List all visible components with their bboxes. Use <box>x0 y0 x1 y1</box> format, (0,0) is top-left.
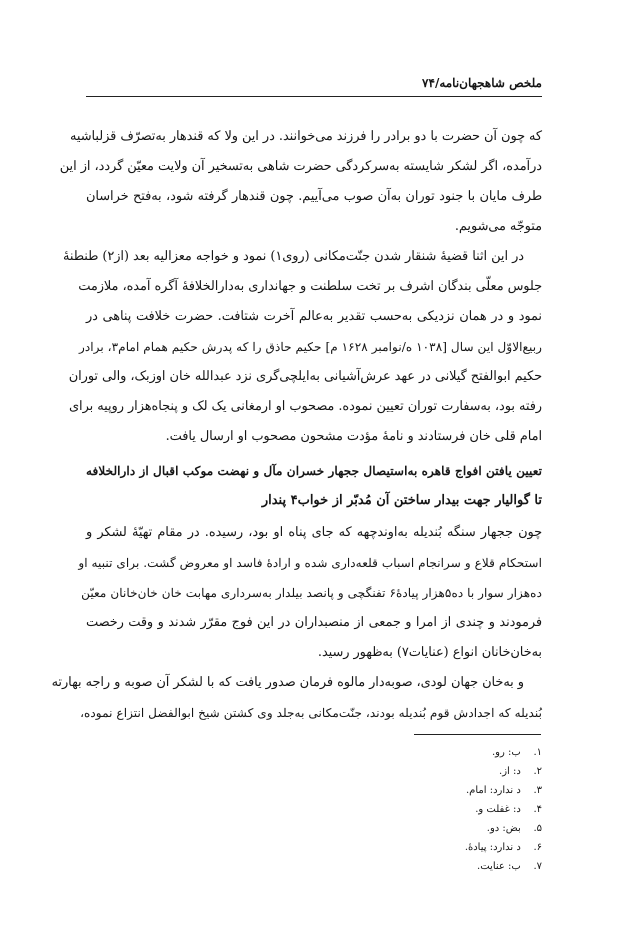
footnote-number: ۳. <box>533 785 542 796</box>
body-line: که چون آن حضرت با دو برادر را فرزند می‌خوانند. در این ولا که قندهار به‌تصرّف قزلباشیه <box>70 129 542 144</box>
footnote <box>322 858 542 876</box>
footnote-text: د ندارد: امام. <box>465 785 521 796</box>
body-line: ده‌هزار سوار با ده۵هزار پیادهٔ۶ تفنگچی و پانصد بیلدار به‌سرداری مهابت خان خان‌خانان معیّن <box>81 586 542 600</box>
body-line: بُندیله که اجدادش قوم بُندیله بودند، جنّت‌مکانی به‌جلد وی کشتن شیخ ابوالفضل انتزاع نموده، <box>80 706 542 720</box>
footnote-number: ۶. <box>533 842 542 853</box>
footnote-text: د: غفلت و. <box>475 804 521 815</box>
footnote-number: ۲. <box>533 766 542 777</box>
body-line: به‌خان‌خانان انواع (عنایات۷) به‌ظهور رسید. <box>317 645 542 660</box>
body-line: ربیع‌الاوّل این سال [۱۰۳۸ ه/نوامبر ۱۶۲۸ م] حکیم حاذق را که پدرش حکیم همام امام۳، برادر <box>78 340 542 354</box>
running-header-title: ملخص شاهجهان‌نامه/۷۴ <box>422 76 542 90</box>
footnote-text: بض: دو. <box>486 823 521 834</box>
body-line: امام قلی خان فرستادند و نامهٔ مؤدت مشحون مصحوب او ارسال یافت. <box>165 429 542 444</box>
section-heading-line: تعیین یافتن افواج قاهره به‌استیصال ججهار خسران مآل و نهضت موکب اقبال از دارالخلافه <box>85 464 542 478</box>
footnote <box>322 820 542 838</box>
body-line: متوجّه می‌شویم. <box>454 219 542 234</box>
body-line: فرمودند و چندی از امرا و جمعی از منصبداران در این فوج مقرّر شدند و وقت رخصت <box>86 615 542 630</box>
running-header <box>86 70 542 97</box>
body-line: رفته بود، به‌سفارت توران تعیین نموده. مصحوب او ارمغانی یک لک و پنجاه‌هزار روپیه برای <box>69 399 542 414</box>
footnote-number: ۷. <box>533 861 542 872</box>
footnote-number: ۵. <box>533 823 542 834</box>
body-line: حکیم ابوالفتح گیلانی در عهد عرش‌آشیانی به‌ایلچی‌گری نزد عبدالله خان اوزبک، والی توران <box>68 369 542 384</box>
footnote-text: د: از. <box>499 766 521 777</box>
footnote <box>322 744 542 762</box>
body-line: طرف مایان با جنود توران به‌آن صوب می‌آییم. چون قندهار گرفته شود، به‌فتح خراسان <box>86 189 542 204</box>
footnote <box>322 801 542 819</box>
body-line: و به‌خان جهان لودی، صوبه‌دار مالوه فرمان صدور یافت که با لشکر آن صوبه و راجه بهارته <box>51 675 524 690</box>
body-line: در این اثنا قضیهٔ شنقار شدن جنّت‌مکانی (روی۱) نمود و خواجه معزالیه بعد (از۲) طنطنهٔ <box>63 249 524 264</box>
footnote-separator <box>414 734 541 735</box>
footnote-number: ۱. <box>533 747 542 758</box>
body-line: چون ججهار سنگه بُندیله به‌اوندچهه که جای پناه او بود، رسیده. در مقام تهیّهٔ لشکر و <box>86 525 542 540</box>
footnote-text: ب: رو. <box>492 747 521 758</box>
footnote-number: ۴. <box>533 804 542 815</box>
footnote <box>322 763 542 781</box>
section-heading-line: تا گوالیار جهت بیدار ساختن آن مُدبّر از خواب۴ پندار <box>261 493 542 508</box>
footnote <box>322 839 542 857</box>
body-line: استحکام قلاع و سرانجام اسباب قلعه‌داری شده و ارادهٔ فاسد او معروض گشت. برای تنبیه او <box>78 556 542 570</box>
body-line: نمود و در همان نزدیکی به‌حسب تقدیر به‌عالم آخرت شتافت. حضرت خلافت پناهی در <box>86 309 542 324</box>
footnote <box>322 782 542 800</box>
body-line: جلوس معلّی بندگان اشرف بر تخت سلطنت و جهانداری به‌دارالخلافهٔ آگره آمده، ملازمت <box>78 279 542 294</box>
footnote-text: د ندارد: پیادهٔ. <box>464 842 521 853</box>
footnote-text: ب: عنایت. <box>477 861 521 872</box>
body-line: درآمده، اگر لشکر شایسته به‌سرکردگی حضرت شاهی به‌تسخیر آن ولایت معیّن گردد، از این <box>59 159 542 174</box>
